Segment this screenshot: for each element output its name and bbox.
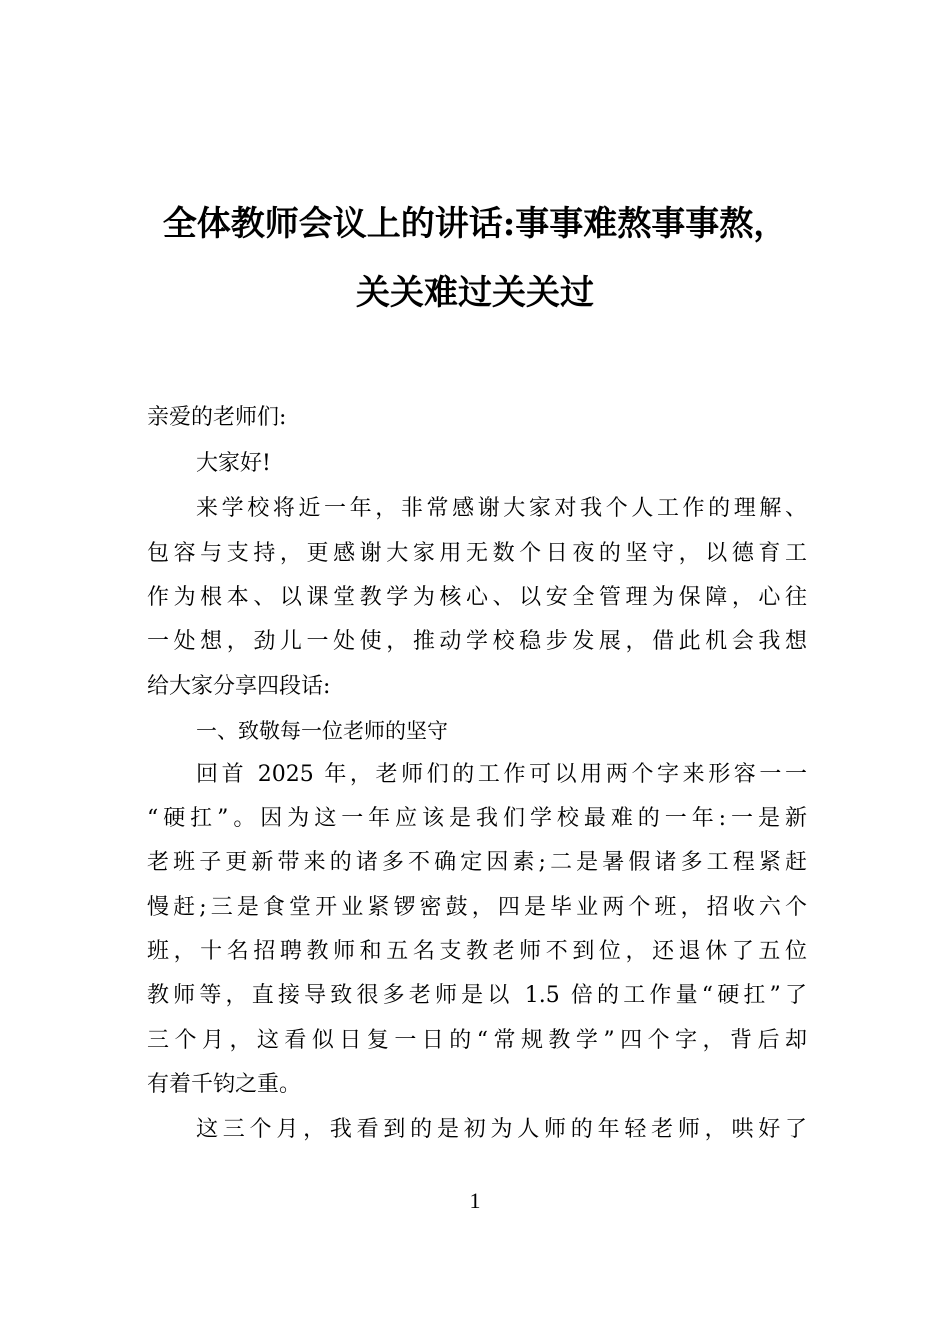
paragraph-line: 慢赶;三是食堂开业紧锣密鼓，四是毕业两个班，招收六个 [147,895,807,920]
paragraph-line: 有着千钧之重。 [147,1072,302,1097]
document-title-line-1: 全体教师会议上的讲话:事事难熬事事熬， [162,204,788,244]
salutation: 亲爱的老师们: [147,405,287,430]
document-title-line-2: 关关难过关关过 [356,273,594,313]
paragraph-line: 包容与支持，更感谢大家用无数个日夜的坚守，以德育工 [147,541,807,566]
paragraph-line: “硬扛”。因为这一年应该是我们学校最难的一年:一是新 [147,806,807,831]
paragraph-line: 一处想，劲儿一处使，推动学校稳步发展，借此机会我想 [147,629,807,654]
paragraph-line: 这三个月，我看到的是初为人师的年轻老师，哄好了 [196,1117,807,1142]
paragraph-line: 作为根本、以课堂教学为核心、以安全管理为保障，心往 [147,585,807,610]
paragraph-line: 班，十名招聘教师和五名支教老师不到位，还退休了五位 [147,939,807,964]
paragraph-line: 回首 2025 年，老师们的工作可以用两个字来形容一一 [196,762,807,787]
paragraph-line: 教师等，直接导致很多老师是以 1.5 倍的工作量“硬扛”了 [147,983,807,1008]
section-heading: 一、致敬每一位老师的坚守 [196,719,448,743]
paragraph-line: 来学校将近一年，非常感谢大家对我个人工作的理解、 [196,496,807,521]
page-number: 1 [469,1188,481,1213]
paragraph-line: 三个月，这看似日复一日的“常规教学”四个字，背后却 [147,1028,807,1053]
paragraph-line: 老班子更新带来的诸多不确定因素;二是暑假诸多工程紧赶 [147,850,807,875]
paragraph-line: 给大家分享四段话: [147,674,331,699]
greeting: 大家好! [196,451,271,476]
